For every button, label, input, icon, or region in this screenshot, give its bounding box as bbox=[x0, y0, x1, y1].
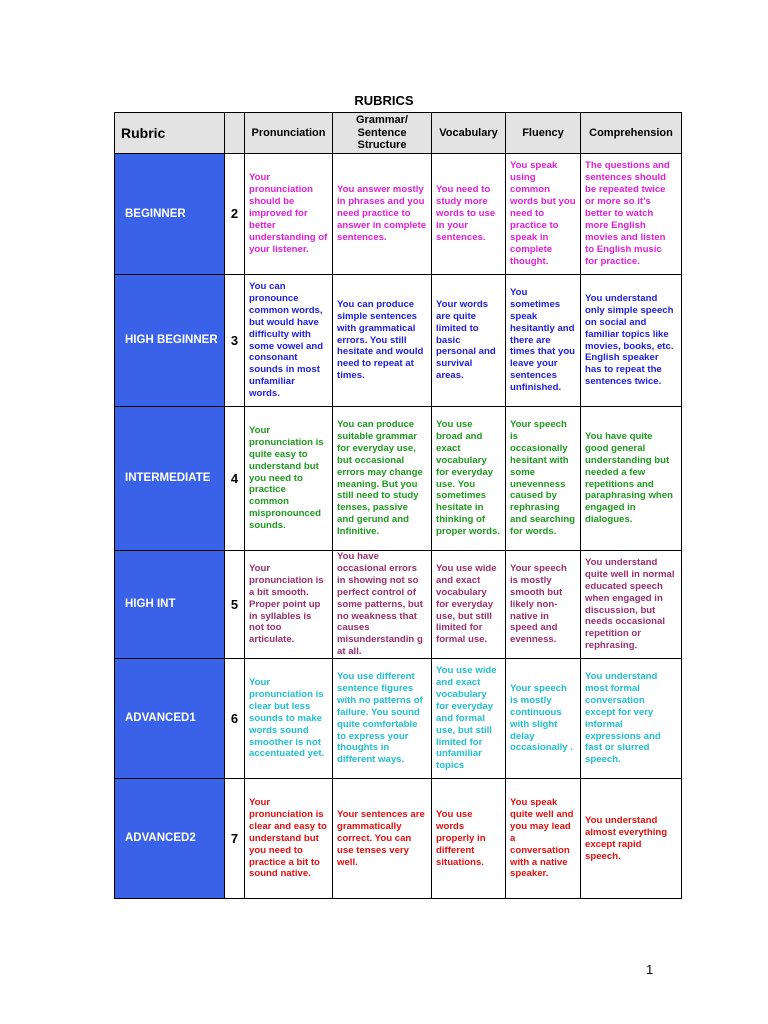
level-label: BEGINNER bbox=[115, 154, 225, 275]
vocabulary-cell: Your words are quite limited to basic personal and survival areas. bbox=[432, 275, 506, 407]
fluency-cell: Your speech is occasionally hesitant with some unevenness caused by rephrasing and searching for words. bbox=[506, 407, 581, 551]
fluency-cell: You sometimes speak hesitantly and there are times that you leave your sentences unfinished. bbox=[506, 275, 581, 407]
level-label: INTERMEDIATE bbox=[115, 407, 225, 551]
header-rubric: Rubric bbox=[115, 113, 225, 154]
pronunciation-cell: Your pronunciation is clear and easy to understand but you need to practice a bit to sound native. bbox=[245, 779, 333, 899]
level-label: ADVANCED2 bbox=[115, 779, 225, 899]
grammar-cell: You answer mostly in phrases and you need practice to answer in complete sentences. bbox=[333, 154, 432, 275]
level-label: ADVANCED1 bbox=[115, 659, 225, 779]
page-number: 1 bbox=[646, 962, 654, 977]
pronunciation-cell: Your pronunciation is clear but less sounds to make words sound smoother is not accentuated yet. bbox=[245, 659, 333, 779]
grammar-cell: You have occasional errors in showing not so perfect control of some patterns, but no weakness that causes misunderstandin g at all. bbox=[333, 551, 432, 659]
comprehension-cell: You understand almost everything except rapid speech. bbox=[581, 779, 682, 899]
fluency-cell: Your speech is mostly continuous with slight delay occasionally . bbox=[506, 659, 581, 779]
comprehension-cell: You understand quite well in normal educated speech when engaged in discussion, but needs occasional repetition or rephrasing. bbox=[581, 551, 682, 659]
document-title: RUBRICS bbox=[354, 93, 414, 108]
pronunciation-cell: Your pronunciation should be improved for better understanding of your listener. bbox=[245, 154, 333, 275]
level-label: HIGH BEGINNER bbox=[115, 275, 225, 407]
vocabulary-cell: You use wide and exact vocabulary for everyday and formal use, but still limited for unfamiliar topics bbox=[432, 659, 506, 779]
header-pronunciation: Pronunciation bbox=[245, 113, 333, 154]
level-score: 7 bbox=[225, 779, 245, 899]
header-fluency: Fluency bbox=[506, 113, 581, 154]
level-score: 2 bbox=[225, 154, 245, 275]
fluency-cell: Your speech is mostly smooth but likely non-native in speed and evenness. bbox=[506, 551, 581, 659]
level-label: HIGH INT bbox=[115, 551, 225, 659]
grammar-cell: You can produce simple sentences with grammatical errors. You still hesitate and would need to repeat at times. bbox=[333, 275, 432, 407]
header-vocabulary: Vocabulary bbox=[432, 113, 506, 154]
header-row bbox=[115, 113, 682, 154]
level-score: 3 bbox=[225, 275, 245, 407]
table-row bbox=[115, 154, 682, 275]
pronunciation-cell: You can pronounce common words, but would have difficulty with some vowel and consonant sounds in most unfamiliar words. bbox=[245, 275, 333, 407]
table-row bbox=[115, 407, 682, 551]
table-row bbox=[115, 275, 682, 407]
header-grammar: Grammar/ Sentence Structure bbox=[333, 113, 432, 154]
grammar-cell: Your sentences are grammatically correct. You can use tenses very well. bbox=[333, 779, 432, 899]
comprehension-cell: You have quite good general understanding but needed a few repetitions and paraphrasing when engaged in dialogues. bbox=[581, 407, 682, 551]
vocabulary-cell: You use wide and exact vocabulary for everyday use, but still limited for formal use. bbox=[432, 551, 506, 659]
rubrics-table bbox=[114, 112, 682, 899]
fluency-cell: You speak using common words but you need to practice to speak in complete thought. bbox=[506, 154, 581, 275]
table-row bbox=[115, 779, 682, 899]
vocabulary-cell: You use words properly in different situations. bbox=[432, 779, 506, 899]
table-row bbox=[115, 659, 682, 779]
comprehension-cell: You understand most formal conversation except for very informal expressions and fast or slurred speech. bbox=[581, 659, 682, 779]
grammar-cell: You can produce suitable grammar for everyday use, but occasional errors may change meaning. But you still need to study tenses, passive and gerund and Infinitive. bbox=[333, 407, 432, 551]
level-score: 6 bbox=[225, 659, 245, 779]
grammar-cell: You use different sentence figures with no patterns of failure. You sound quite comfortable to express your thoughts in different ways. bbox=[333, 659, 432, 779]
level-score: 4 bbox=[225, 407, 245, 551]
table-row bbox=[115, 551, 682, 659]
comprehension-cell: The questions and sentences should be repeated twice or more so it’s better to watch more English movies and listen to English music for practice. bbox=[581, 154, 682, 275]
level-score: 5 bbox=[225, 551, 245, 659]
header-comprehension: Comprehension bbox=[581, 113, 682, 154]
vocabulary-cell: You need to study more words to use in your sentences. bbox=[432, 154, 506, 275]
pronunciation-cell: Your pronunciation is quite easy to understand but you need to practice common mispronounced sounds. bbox=[245, 407, 333, 551]
pronunciation-cell: Your pronunciation is a bit smooth. Proper point up in syllables is not too articulate. bbox=[245, 551, 333, 659]
header-score bbox=[225, 113, 245, 154]
comprehension-cell: You understand only simple speech on social and familiar topics like movies, books, etc. English speaker has to repeat the sentences twice. bbox=[581, 275, 682, 407]
fluency-cell: You speak quite well and you may lead a conversation with a native speaker. bbox=[506, 779, 581, 899]
vocabulary-cell: You use broad and exact vocabulary for everyday use. You sometimes hesitate in thinking of proper words. bbox=[432, 407, 506, 551]
